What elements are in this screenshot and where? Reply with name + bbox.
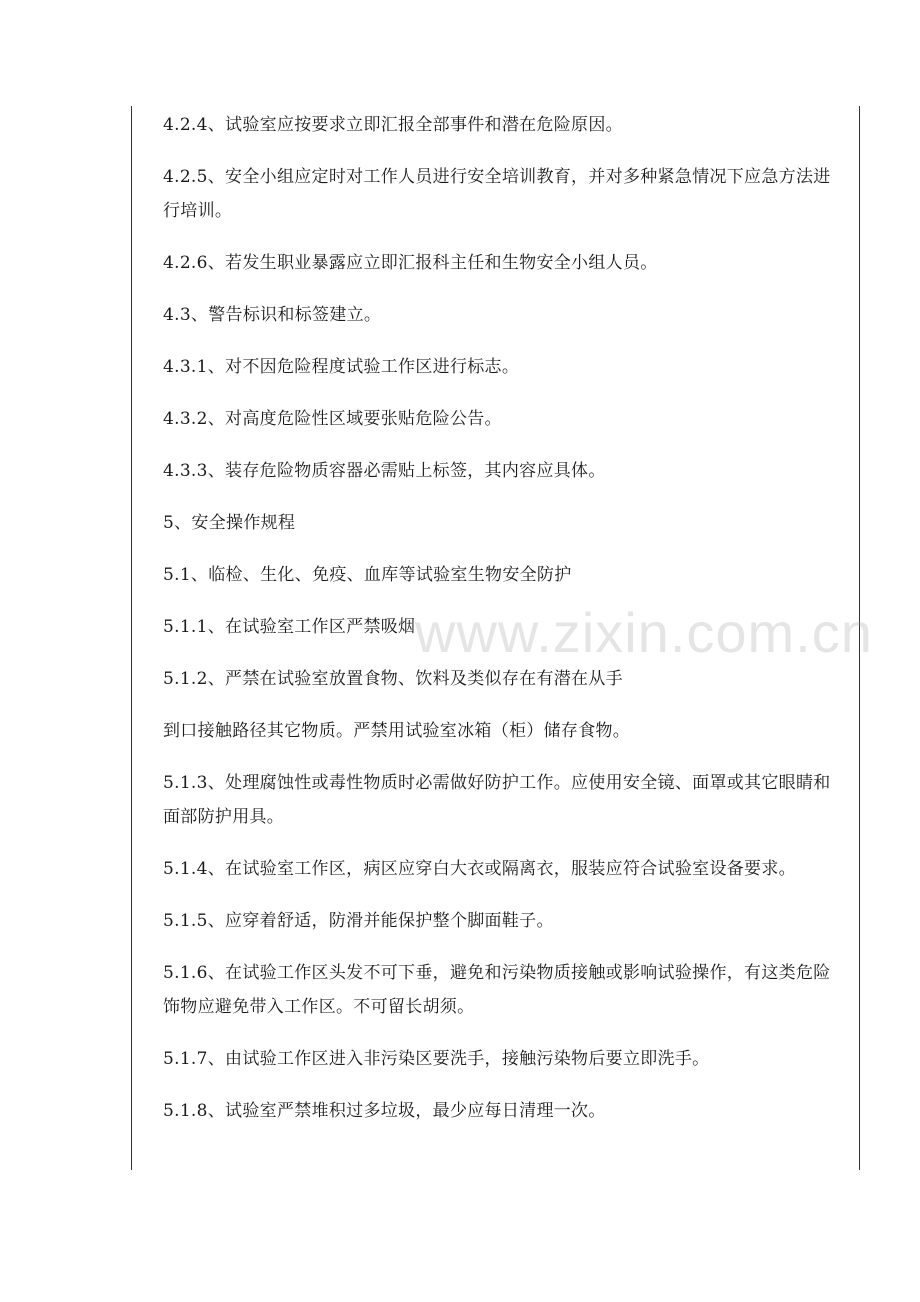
paragraph-5-1-8: 5.1.8、试验室严禁堆积过多垃圾，最少应每日清理一次。 — [163, 1101, 606, 1121]
document-body — [163, 108, 843, 1146]
paragraph-5-1-1: 5.1.1、在试验室工作区严禁吸烟 — [163, 617, 416, 637]
heading-5: 5、安全操作规程 — [163, 513, 296, 533]
paragraph-5-1-2-continued: 到口接触路径其它物质。严禁用试验室冰箱（柜）储存食物。 — [163, 721, 631, 741]
paragraph-5-1-5: 5.1.5、应穿着舒适，防滑并能保护整个脚面鞋子。 — [163, 911, 554, 931]
paragraph-4-2-6: 4.2.6、若发生职业暴露应立即汇报科主任和生物安全小组人员。 — [163, 253, 658, 273]
heading-4-3: 4.3、警告标识和标签建立。 — [163, 305, 382, 325]
paragraph-5-1-2: 5.1.2、严禁在试验室放置食物、饮料及类似存在有潜在从手 — [163, 669, 623, 689]
watermark-text: www.zixin.com.cn — [415, 601, 873, 664]
paragraph-4-3-3: 4.3.3、装存危险物质容器必需贴上标签，其内容应具体。 — [163, 461, 606, 481]
paragraph-5-1-4: 5.1.4、在试验室工作区，病区应穿白大衣或隔离衣，服装应符合试验室设备要求。 — [163, 859, 796, 879]
paragraph-5-1-3: 5.1.3、处理腐蚀性或毒性物质时必需做好防护工作。应使用安全镜、面罩或其它眼睛和面部防护用具。 — [163, 773, 831, 827]
heading-5-1: 5.1、临检、生化、免疫、血库等试验室生物安全防护 — [163, 565, 572, 585]
paragraph-4-2-5: 4.2.5、安全小组应定时对工作人员进行安全培训教育，并对多种紧急情况下应急方法进行培训。 — [163, 167, 831, 221]
paragraph-5-1-7: 5.1.7、由试验工作区进入非污染区要洗手，接触污染物后要立即洗手。 — [163, 1049, 710, 1069]
paragraph-4-3-2: 4.3.2、对高度危险性区域要张贴危险公告。 — [163, 409, 502, 429]
paragraph-5-1-6: 5.1.6、在试验工作区头发不可下垂，避免和污染物质接触或影响试验操作，有这类危险饰物应避免带入工作区。不可留长胡须。 — [163, 963, 831, 1017]
paragraph-4-2-4: 4.2.4、试验室应按要求立即汇报全部事件和潜在危险原因。 — [163, 115, 623, 135]
paragraph-4-3-1: 4.3.1、对不因危险程度试验工作区进行标志。 — [163, 357, 520, 377]
